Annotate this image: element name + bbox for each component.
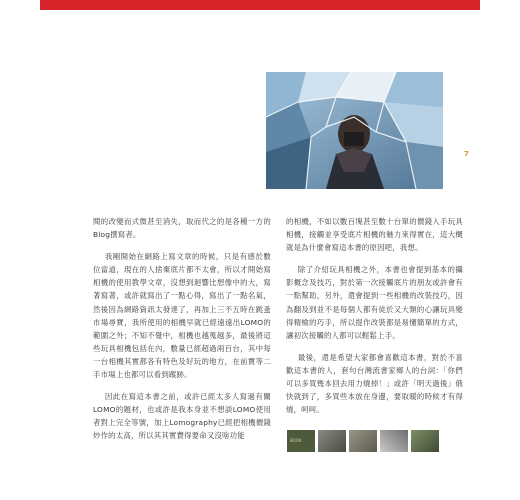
thumbnail-label: BOOK	[290, 438, 302, 443]
thumbnail-photo	[349, 430, 377, 452]
thumbnail-photo	[380, 430, 408, 452]
thumbnail-strip	[287, 430, 440, 452]
paragraph: 的相機，不如以數百塊甚至數十台單的價錢入手玩具相機，接觸並享受底片相機的魅力來得實在，這大概就是為什麼會寫這本書的原因吧，我想。	[286, 217, 463, 253]
thumbnail-photo	[318, 430, 346, 452]
paragraph: 因此在寫這本書之前，或許已經太多人寫過有關LOMO的題材，也或許是我本身並不想談LOMO使用者對上完全等號，加上Lomography已經把相機價錢炒作的太高，所以其其實費得要命又沒啥功能	[93, 392, 271, 441]
paragraph: 閱的改變而式微甚至消失，取而代之的是各種一方的Blog撰寫者。	[93, 217, 271, 240]
paragraph: 我剛開始在網路上寫文章的時候，只是有感於數位當道，現在的人捨棄底片都不太會，所以才開始寫相機的使用教學文章，沒想到迴響比想像中的大，寫著寫著，或許就寫出了一點心得，寫出了一點名氣，然後因為網路資訊太發達了，再加上三不五時在跳蚤市場尋寶，我所使用的相機早就已經遠遠出LOMO的範圍之外；不知不覺中，相機也越蒐越多，最後將這些玩具相機包括在內，數量已經超過兩百台，其中每一台相機其實都各有特色及好玩的地方，在前寶等二手市場上也都可以看到蹤跡。	[93, 252, 271, 380]
header-accent-bar	[40, 0, 480, 10]
article-right-column	[286, 215, 463, 425]
thumbnail-photo	[411, 430, 439, 452]
article-left-column	[93, 215, 271, 452]
hero-photo	[266, 72, 443, 189]
thumbnail-book	[287, 430, 315, 452]
paragraph: 最後，還是希望大家都會喜歡這本書，對於不喜歡這本書的人，套句台灣流書家鄉人的台詞：「你們可以多買幾本回去用力燒掉！」或許「明天過後」俄快就到了，多買些本放在身邊，要取暖的時候才有得燒，呵呵。	[286, 352, 463, 415]
paragraph: 除了介紹玩具相機之外，本書也會提到基本的攝影概念及技巧，對於第一次接觸底片的朋友或許會有一點幫助，另外，還會提到一些相機的改裝技巧，因為翻及到並不是每個人都有徒於又大類的心讓玩具變得精檢的巧手，所以提作改裝都是易懂簡單的方式，讓初次接觸的人都可以輕鬆上手。	[286, 265, 463, 340]
shattered-mirror-photo	[266, 72, 443, 189]
page-number: 7	[464, 150, 469, 158]
